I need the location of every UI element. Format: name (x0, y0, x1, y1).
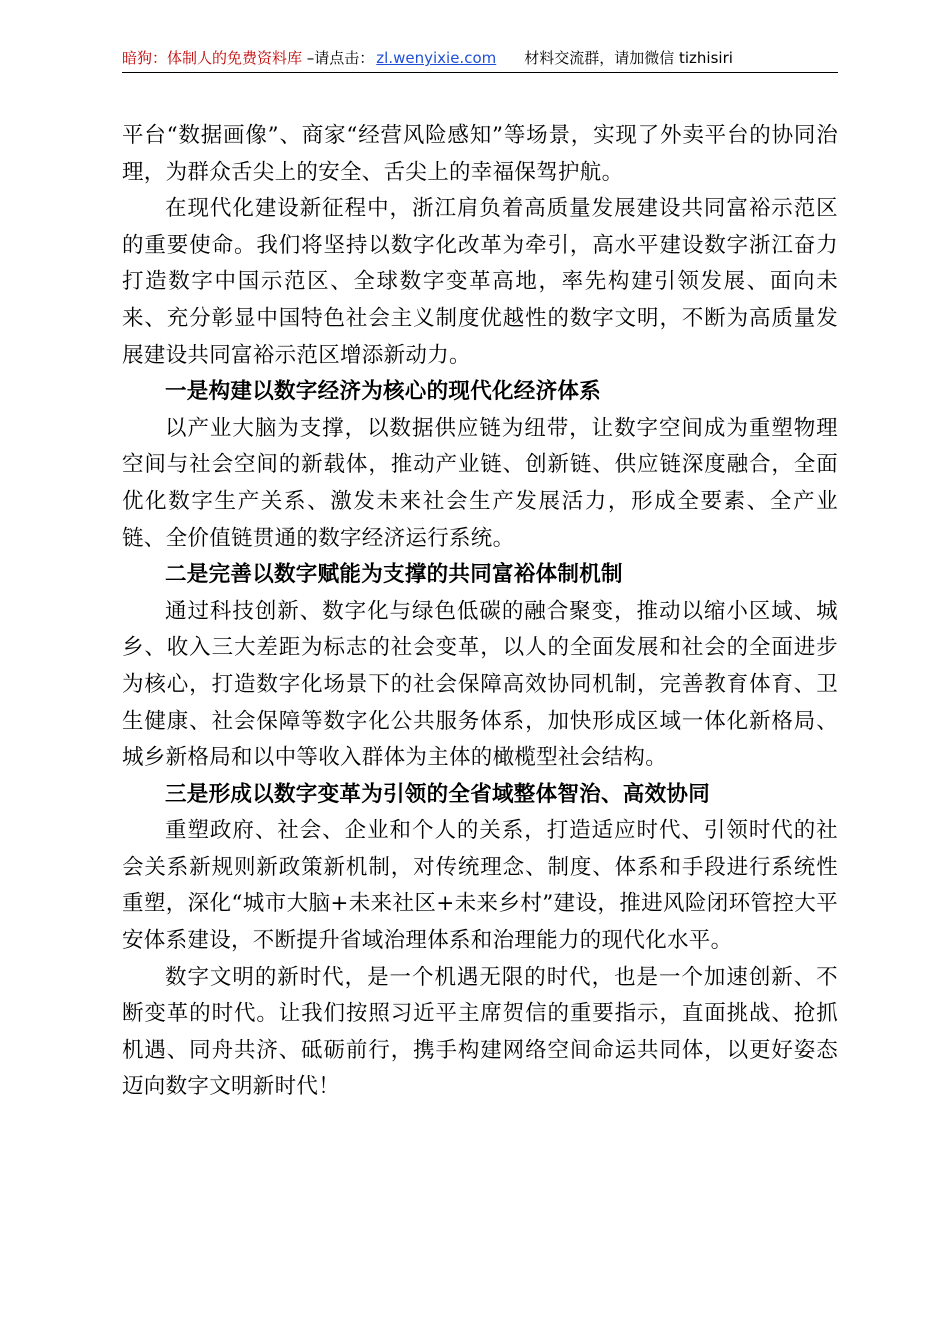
header-link[interactable]: zl.wenyixie.com (376, 49, 497, 67)
header-prompt: –请点击： (302, 49, 375, 67)
paragraph-section-3: 重塑政府、社会、企业和个人的关系，打造适应时代、引领时代的社会关系新规则新政策新机制，对传统理念、制度、体系和手段进行系统性重塑，深化“城市大脑+未来社区+未来乡村”建设，推进风险闭环管控大平安体系建设，不断提升省域治理体系和治理能力的现代化水平。 (122, 818, 838, 954)
paragraph-section-2: 通过科技创新、数字化与绿色低碳的融合聚变，推动以缩小区域、城乡、收入三大差距为标志的社会变革，以人的全面发展和社会的全面进步为核心，打造数字化场景下的社会保障高效协同机制，完善教育体育、卫生健康、社会保障等数字化公共服务体系，加快形成区域一体化新格局、城乡新格局和以中等收入群体为主体的橄榄型社会结构。 (122, 598, 838, 771)
header-group-note: 材料交流群，请加微信 tizhisiri (524, 49, 733, 67)
section-heading-1: 一是构建以数字经济为核心的现代化经济体系 (165, 379, 602, 405)
paragraph-intro: 在现代化建设新征程中，浙江肩负着高质量发展建设共同富裕示范区的重要使命。我们将坚持以数字化改革为牵引，高水平建设数字浙江奋力打造数字中国示范区、全球数字变革高地，率先构建引领发展、面向未来、充分彰显中国特色社会主义制度优越性的数字文明，不断为高质量发展建设共同富裕示范区增添新动力。 (122, 196, 838, 368)
paragraph-conclusion: 数字文明的新时代，是一个机遇无限的时代，也是一个加速创新、不断变革的时代。让我们按照习近平主席贺信的重要指示，直面挑战、抢抓机遇、同舟共济、砥砺前行，携手构建网络空间命运共同体，以更好姿态迈向数字文明新时代！ (122, 964, 838, 1100)
paragraph-section-1: 以产业大脑为支撑，以数据供应链为纽带，让数字空间成为重塑物理空间与社会空间的新载体，推动产业链、创新链、供应链深度融合，全面优化数字生产关系、激发未来社会生产发展活力，形成全要素、全产业链、全价值链贯通的数字经济运行系统。 (122, 415, 838, 551)
header-brand: 暗狗：体制人的免费资料库 (122, 49, 303, 67)
section-heading-3: 三是形成以数字变革为引领的全省域整体智治、高效协同 (165, 781, 711, 807)
document-body (122, 118, 838, 1106)
paragraph-continued: 平台“数据画像”、商家“经营风险感知”等场景，实现了外卖平台的协同治理，为群众舌尖上的安全、舌尖上的幸福保驾护航。 (122, 123, 838, 185)
section-heading-2: 二是完善以数字赋能为支撑的共同富裕体制机制 (165, 562, 623, 588)
page-header (122, 46, 838, 73)
